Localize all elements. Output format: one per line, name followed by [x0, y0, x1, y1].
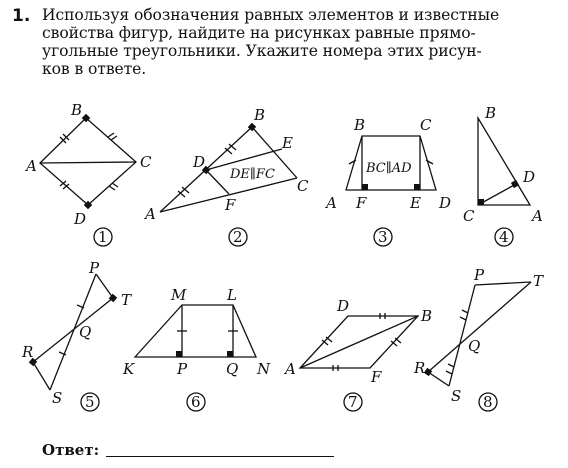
label-B: B: [71, 101, 83, 119]
label-A: A: [285, 360, 296, 378]
label-A: A: [532, 207, 543, 225]
label-F: F: [356, 194, 367, 212]
label-A: A: [26, 157, 37, 175]
label-K: K: [123, 360, 135, 378]
label-E: E: [410, 194, 421, 212]
label-F: F: [225, 196, 236, 214]
label-Q: Q: [79, 323, 92, 341]
label-C: C: [420, 116, 432, 134]
figure-8: [413, 266, 544, 411]
label-N: N: [257, 360, 271, 378]
label-D: D: [523, 168, 536, 186]
label-L: L: [227, 286, 237, 304]
label-S: S: [451, 387, 462, 405]
label-T: T: [533, 272, 544, 290]
task-line: ков в ответе.: [42, 60, 147, 78]
figure-2: [143, 106, 309, 246]
label-D: D: [74, 210, 87, 228]
label-B: B: [254, 106, 266, 124]
label-A: A: [326, 194, 337, 212]
task-line: угольные треугольники. Укажите номера этих рисун-: [42, 42, 482, 60]
figure-5: [21, 259, 132, 411]
label-Q: Q: [226, 360, 239, 378]
label-C: C: [463, 207, 475, 225]
label-D: D: [193, 153, 206, 171]
label-R: R: [414, 359, 426, 377]
figure-note: BC∥AD: [366, 161, 412, 176]
label-D: D: [337, 297, 350, 315]
label-E: E: [282, 134, 293, 152]
task-line: свойства фигур, найдите на рисунках равные прямо-: [42, 24, 476, 42]
label-A: A: [145, 205, 156, 223]
label-F: F: [371, 368, 382, 386]
label-C: C: [140, 153, 152, 171]
figure-caption: 4: [499, 228, 509, 246]
label-B: B: [421, 307, 433, 325]
answer-label: Ответ:: [42, 441, 100, 459]
label-C: C: [297, 177, 309, 195]
label-T: T: [121, 291, 132, 309]
label-S: S: [52, 389, 63, 407]
answer-line[interactable]: [106, 456, 334, 457]
figure-caption: 7: [348, 393, 358, 411]
label-P: P: [177, 360, 188, 378]
figure-caption: 3: [378, 228, 388, 246]
figure-caption: 1: [98, 228, 108, 246]
label-P: P: [89, 259, 100, 277]
figure-caption: 6: [191, 393, 201, 411]
figure-6: [122, 286, 271, 411]
figure-7: [283, 297, 432, 411]
figure-caption: 8: [483, 393, 493, 411]
label-B: B: [354, 116, 366, 134]
label-R: R: [22, 343, 34, 361]
task-number: 1.: [12, 6, 31, 26]
label-P: P: [474, 266, 485, 284]
label-B: B: [485, 104, 497, 122]
figure-3: [324, 116, 451, 246]
figure-caption: 5: [85, 393, 95, 411]
figure-1: [24, 101, 152, 246]
figure-note: DE∥FC: [230, 167, 275, 182]
label-Q: Q: [468, 337, 481, 355]
figure-4: [463, 104, 543, 246]
label-M: M: [171, 286, 187, 304]
figure-caption: 2: [233, 228, 243, 246]
task-line: Используя обозначения равных элементов и известные: [42, 6, 500, 24]
label-D: D: [439, 194, 452, 212]
